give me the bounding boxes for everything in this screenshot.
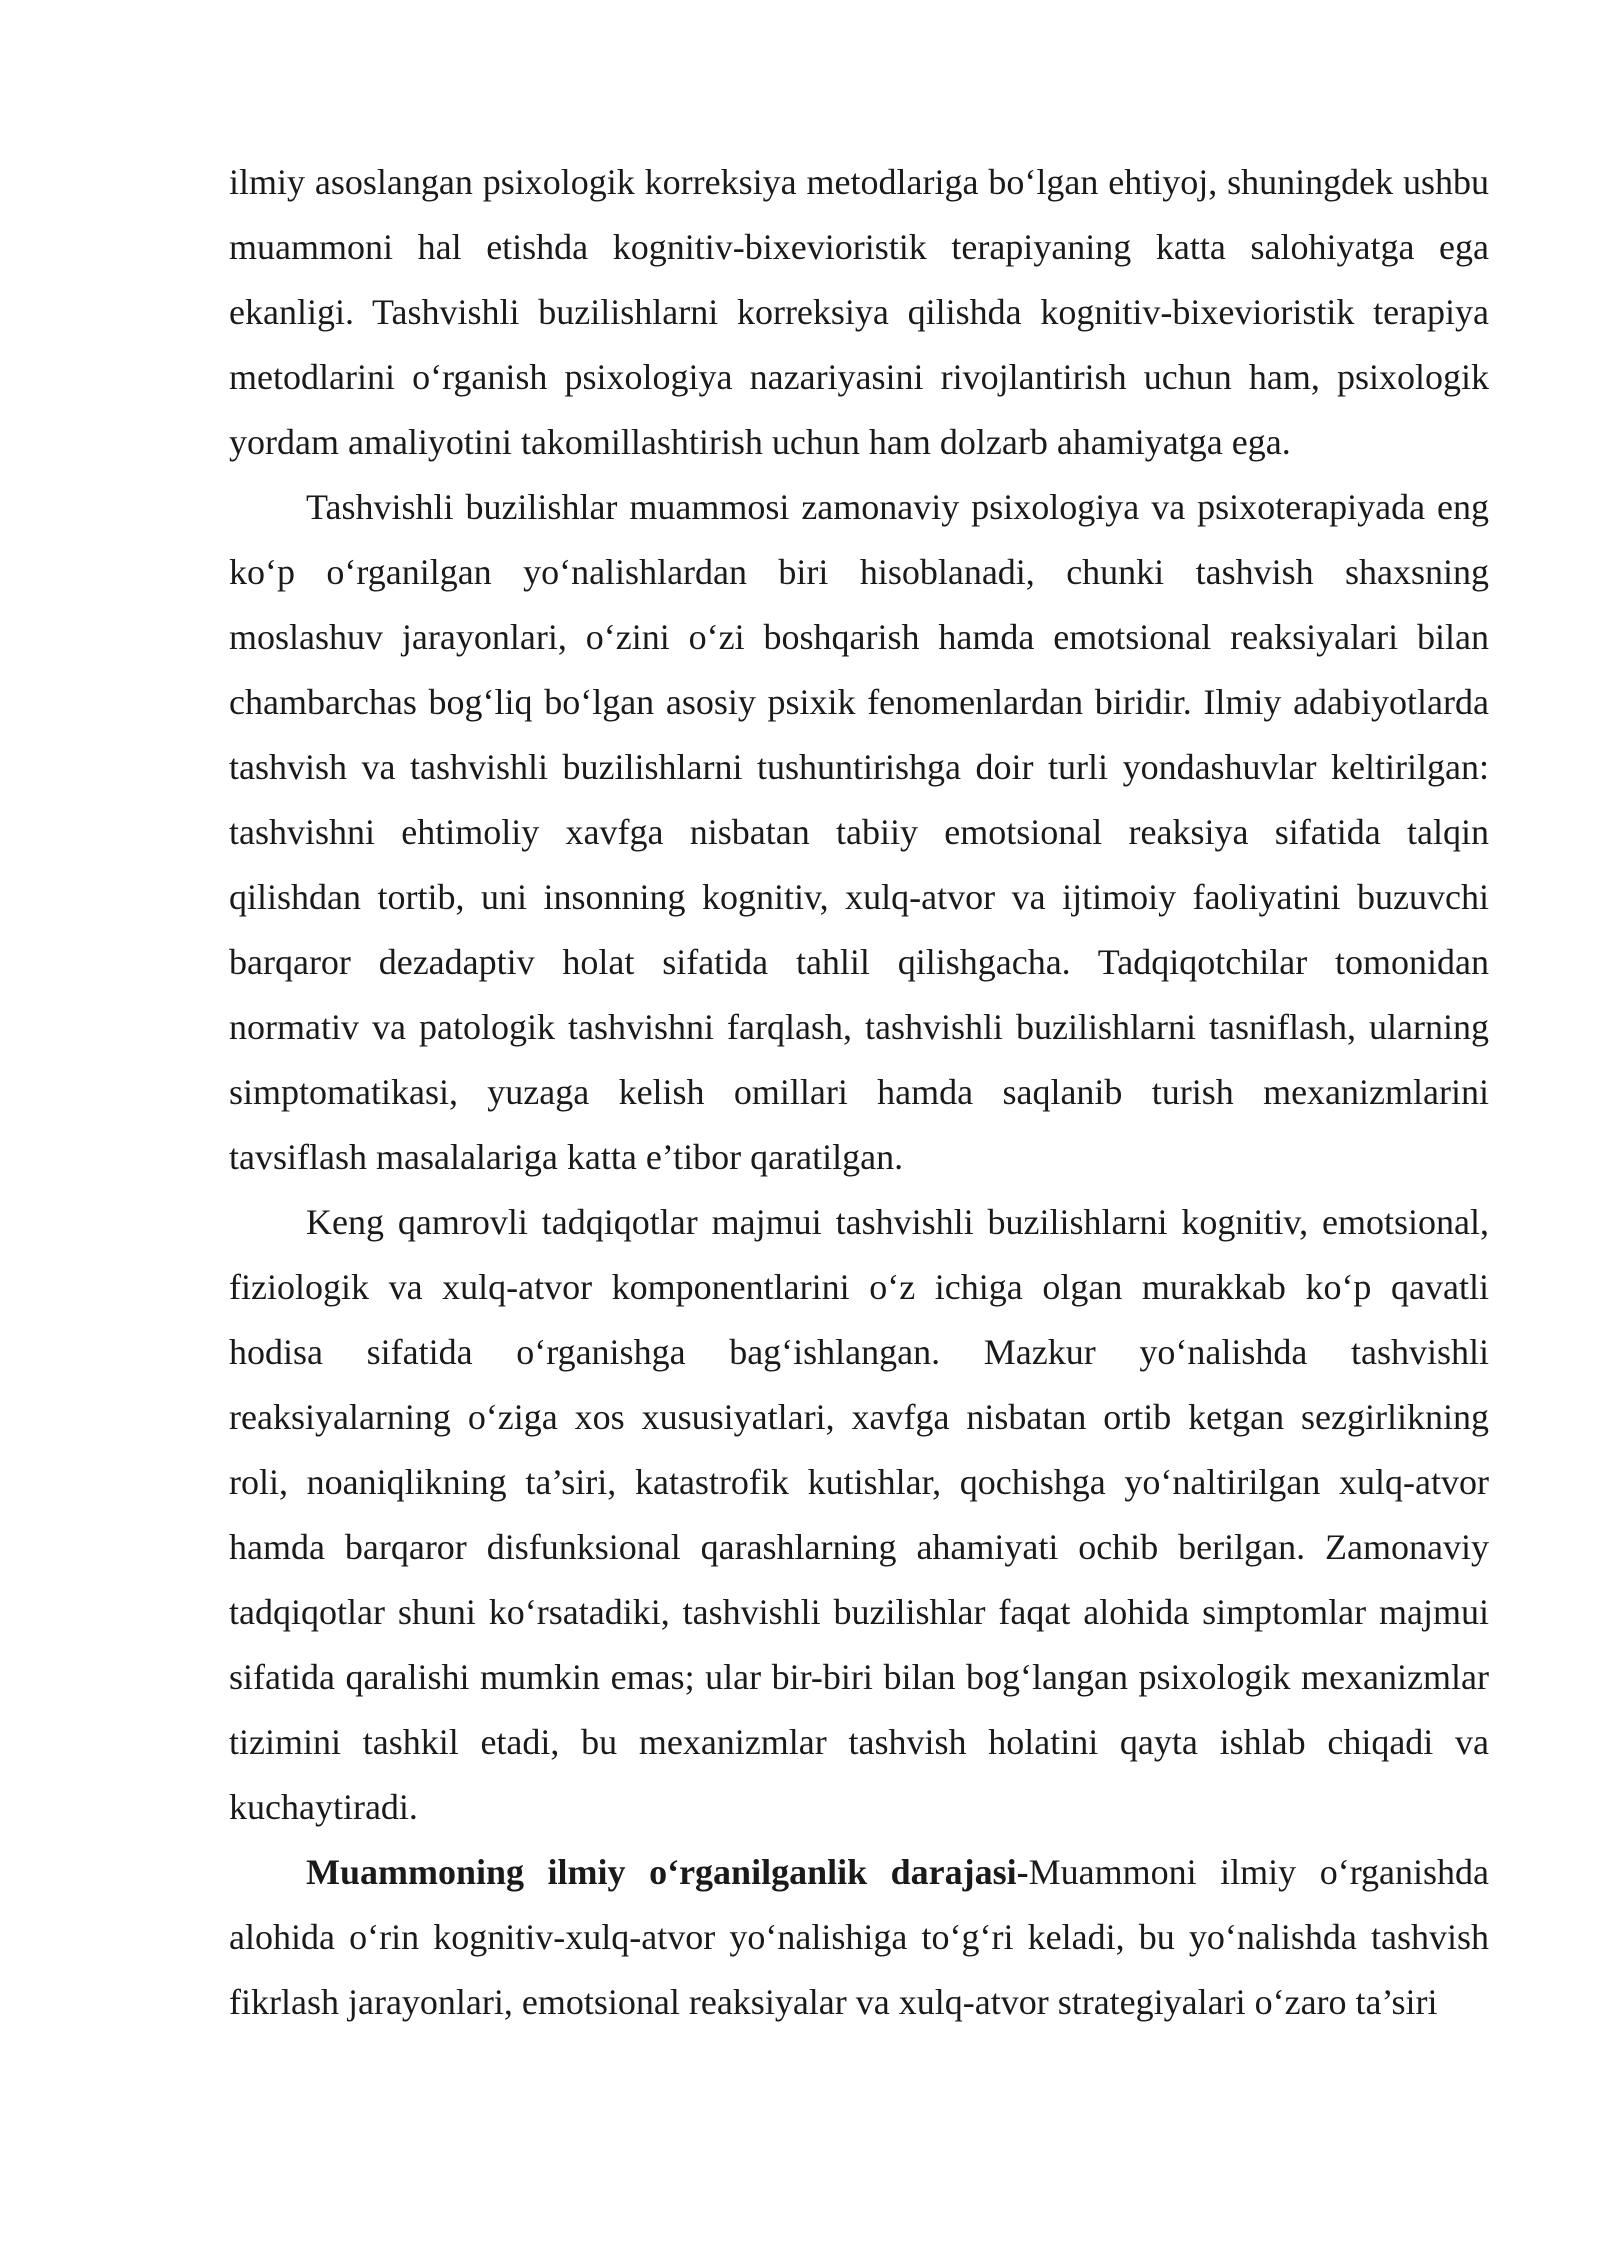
paragraph-1: ilmiy asoslangan psixologik korreksiya metodlariga bo‘lgan ehtiyoj, shuningdek ushbu muammoni hal etishda kognitiv-bixevioristik terapiyaning katta salohiyatga ega ekanligi. Tashvishli buzilishlarni korreksiya qilishda kognitiv-bixevioristik terapiya metodlarini o‘rganish psixologiya nazariyasini rivojlantirish uchun ham, psixologik yordam amaliyotini takomillashtirish uchun ham dolzarb ahamiyatga ega. — [229, 162, 1489, 462]
paragraph-3: Keng qamrovli tadqiqotlar majmui tashvishli buzilishlarni kognitiv, emotsional, fiziologik va xulq-atvor komponentlarini o‘z ichiga olgan murakkab ko‘p qavatli hodisa sifatida o‘rganishga bag‘ishlangan. Mazkur yo‘nalishda tashvishli reaksiyalarning o‘ziga xos xususiyatlari, xavfga nisbatan ortib ketgan sezgirlikning roli, noaniqlikning ta’siri, katastrofik kutishlar, qochishga yo‘naltirilgan xulq-atvor hamda barqaror disfunksional qarashlarning ahamiyati ochib berilgan. Zamonaviy tadqiqotlar shuni ko‘rsatadiki, tashvishli buzilishlar faqat alohida simptomlar majmui sifatida qaralishi mumkin emas; ular bir-biri bilan bog‘langan psixologik mexanizmlar tizimini tashkil etadi, bu mexanizmlar tashvish holatini qayta ishlab chiqadi va kuchaytiradi. — [229, 1202, 1489, 1827]
section-heading-lead: Muammoning ilmiy o‘rganilganlik darajasi- — [306, 1852, 1029, 1892]
paragraph-2: Tashvishli buzilishlar muammosi zamonaviy psixologiya va psixoterapiyada eng ko‘p o‘rganilgan yo‘nalishlardan biri hisoblanadi, chunki tashvish shaxsning moslashuv jarayonlari, o‘zini o‘zi boshqarish hamda emotsional reaksiyalari bilan chambarchas bog‘liq bo‘lgan asosiy psixik fenomenlardan biridir. Ilmiy adabiyotlarda tashvish va tashvishli buzilishlarni tushuntirishga doir turli yondashuvlar keltirilgan: tashvishni ehtimoliy xavfga nisbatan tabiiy emotsional reaksiya sifatida talqin qilishdan tortib, uni insonning kognitiv, xulq-atvor va ijtimoiy faoliyatini buzuvchi barqaror dezadaptiv holat sifatida tahlil qilishgacha. Tadqiqotchilar tomonidan normativ va patologik tashvishni farqlash, tashvishli buzilishlarni tasniflash, ularning simptomatikasi, yuzaga kelish omillari hamda saqlanib turish mexanizmlarini tavsiflash masalalariga katta e’tibor qaratilgan. — [229, 487, 1489, 1177]
paragraph-4 — [229, 1840, 1489, 2035]
paragraph-4-text: Muammoni ilmiy o‘rganishda alohida o‘rin kognitiv-xulq-atvor yo‘nalishiga to‘g‘ri keladi, bu yo‘nalishda tashvish fikrlash jarayonlari, emotsional reaksiyalar va xulq-atvor strategiyalari o‘zaro ta’siri — [229, 1852, 1489, 2022]
document-page — [229, 150, 1489, 2035]
